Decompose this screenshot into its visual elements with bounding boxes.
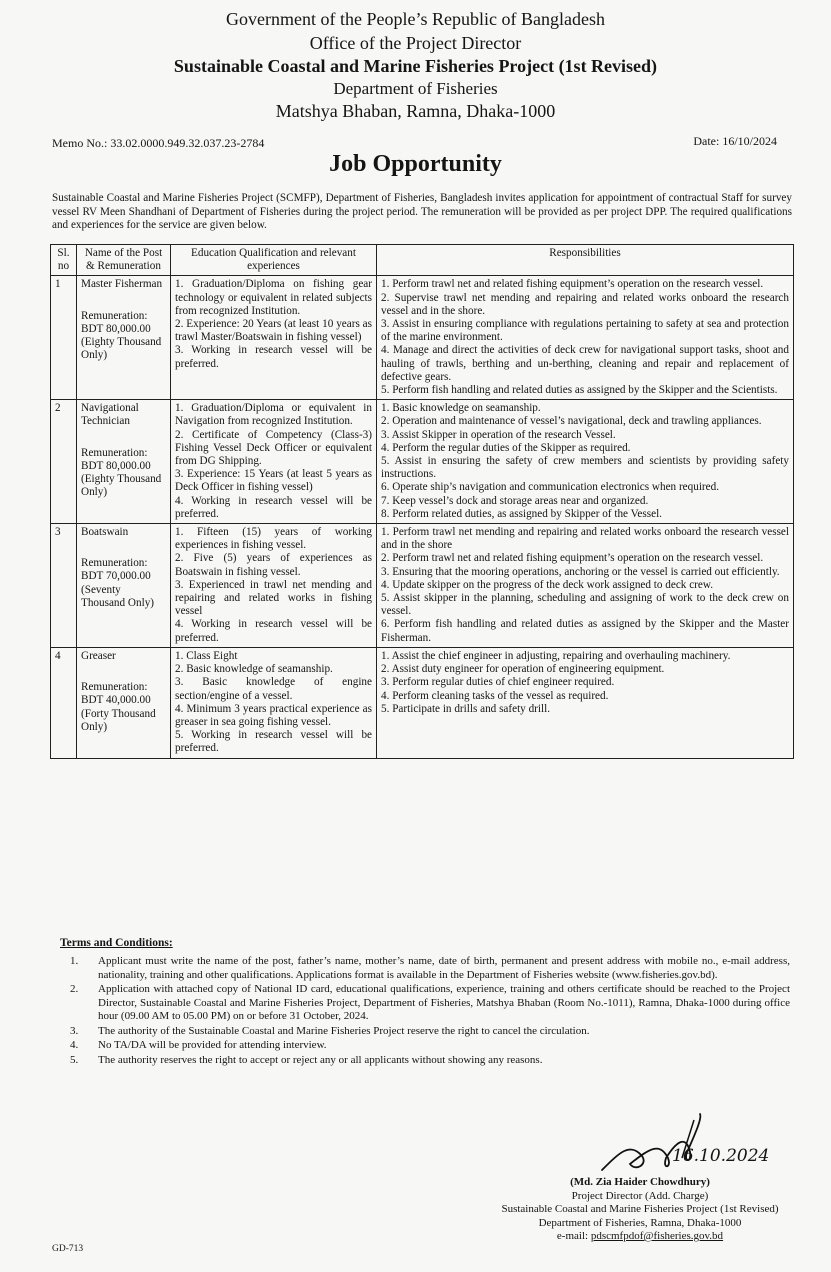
responsibility-item: 4. Perform cleaning tasks of the vessel as required.: [381, 689, 609, 702]
term-number: 5.: [70, 1053, 79, 1066]
signatory-email-line: [470, 1230, 810, 1244]
terms-list: [70, 955, 790, 1068]
education-item: 4. Working in research vessel will be preferred.: [175, 494, 372, 520]
remuneration-value: BDT 80,000.00: [81, 459, 151, 472]
remuneration-label: Remuneration:: [81, 557, 148, 570]
responsibility-item: 2. Operation and maintenance of vessel’s navigational, deck and trawling appliances.: [381, 415, 762, 428]
responsibility-item: 8. Perform related duties, as assigned by Skipper of the Vessel.: [381, 507, 662, 520]
responsibility-item: 3. Assist in ensuring compliance with regulations pertaining to safety at sea and protection of the marine environment.: [381, 318, 789, 344]
education-item: 2. Five (5) years of experiences as Boatswain in fishing vessel.: [175, 552, 372, 578]
row-responsibilities-cell: [377, 276, 794, 400]
job-table: [50, 244, 794, 759]
row-post-cell: [77, 647, 171, 758]
row-education-cell: [171, 400, 377, 524]
education-item: 1. Class Eight: [175, 649, 238, 662]
term-item: [70, 1039, 790, 1053]
row-responsibilities-cell: [377, 400, 794, 524]
signatory-department: Department of Fisheries, Ramna, Dhaka-1000: [538, 1216, 742, 1229]
intro-paragraph: Sustainable Coastal and Marine Fisheries Project (SCMFP), Department of Fisheries, Bangladesh invites application for appointment of contractual Staff for survey vessel RV Meen Shandhani of Department of Fisheries during the project period. The remuneration will be provided as per project DPP. The required qualifications and experiences for the service are given below.: [52, 192, 792, 231]
row-responsibilities-cell: [377, 524, 794, 648]
table-body: [51, 276, 794, 758]
letterhead-department: Department of Fisheries: [333, 79, 498, 98]
row-education-cell: [171, 524, 377, 648]
responsibility-item: 1. Basic knowledge on seamanship.: [381, 402, 541, 415]
responsibility-item: 2. Assist duty engineer for operation of engineering equipment.: [381, 663, 665, 676]
remuneration-value: BDT 70,000.00: [81, 570, 151, 583]
header-education: Education Qualification and relevant experiences: [171, 245, 377, 276]
education-item: 2. Basic knowledge of seamanship.: [175, 663, 333, 676]
row-sl: 3: [51, 524, 77, 648]
term-number: 3.: [70, 1024, 79, 1037]
term-item: [70, 955, 790, 982]
term-number: 4.: [70, 1039, 79, 1051]
remuneration-label: Remuneration:: [81, 681, 148, 694]
responsibility-item: 1. Perform trawl net and related fishing equipment’s operation on the research vessel.: [381, 278, 764, 291]
signature-handwritten-date: 16.10.2024: [672, 1146, 770, 1166]
responsibility-item: 2. Perform trawl net and related fishing equipment’s operation on the research vessel.: [381, 552, 764, 565]
table-row: [51, 524, 794, 648]
letterhead-address: Matshya Bhaban, Ramna, Dhaka-1000: [275, 101, 556, 121]
header-responsibilities: Responsibilities: [377, 245, 794, 276]
row-sl: 4: [51, 647, 77, 758]
responsibility-item: 5. Perform fish handling and related duties as assigned by the Skipper and the Scientists.: [381, 384, 778, 397]
form-code: GD-713: [52, 1244, 84, 1254]
responsibility-item: 5. Assist in ensuring the safety of crew members and scientists by providing safety instructions.: [381, 455, 789, 481]
table-header-row: [51, 245, 794, 276]
term-item: [70, 983, 790, 1024]
row-post-cell: [77, 524, 171, 648]
memo-date: Date: 16/10/2024: [693, 134, 777, 148]
term-number: 2.: [70, 983, 79, 995]
responsibility-item: 2. Supervise trawl net mending and repairing and related works onboard the research vessel and in the shore.: [381, 291, 789, 317]
table-row: [51, 647, 794, 758]
education-item: 4. Minimum 3 years practical experience as greaser in sea going fishing vessel.: [175, 702, 372, 728]
responsibility-item: 4. Perform the regular duties of the Skipper as required.: [381, 441, 631, 454]
term-text: No TA/DA will be provided for attending interview.: [98, 1039, 327, 1051]
responsibility-item: 7. Keep vessel’s dock and storage areas near and organized.: [381, 494, 649, 507]
signature-block: [470, 1176, 810, 1244]
header-post: Name of the Post & Remuneration: [77, 245, 171, 276]
email-label: e-mail:: [556, 1230, 589, 1242]
signatory-designation: Project Director (Add. Charge): [571, 1189, 709, 1202]
letterhead-government: Government of the People’s Republic of Bangladesh: [226, 9, 605, 29]
responsibility-item: 4. Update skipper on the progress of the deck work assigned to deck crew.: [381, 578, 714, 591]
remuneration-label: Remuneration:: [81, 446, 148, 459]
term-text: The authority reserves the right to accept or reject any or all applicants without showing any reasons.: [98, 1053, 543, 1066]
remuneration-words: (Seventy Thousand Only): [81, 583, 155, 609]
table-row: [51, 276, 794, 400]
education-item: 3. Working in research vessel will be preferred.: [175, 344, 372, 370]
education-item: 1. Graduation/Diploma or equivalent in Navigation from recognized Institution.: [175, 402, 372, 428]
row-responsibilities-cell: [377, 647, 794, 758]
responsibility-item: 4. Manage and direct the activities of deck crew for navigational support tasks, shoot and hauling of trawls, berthing and un-berthing, cleaning and repair and replacement of defective gears.: [381, 344, 789, 383]
term-number: 1.: [70, 955, 79, 967]
remuneration-value: BDT 40,000.00: [81, 694, 151, 707]
remuneration-words: (Eighty Thousand Only): [81, 473, 162, 499]
education-item: 2. Certificate of Competency (Class-3) Fishing Vessel Deck Officer or equivalent from DG Shipping.: [175, 428, 372, 468]
terms-heading: Terms and Conditions:: [60, 937, 173, 949]
education-item: 1. Graduation/Diploma on fishing gear technology or equivalent in related subjects from recognized Institution.: [175, 278, 372, 317]
responsibility-item: 3. Perform regular duties of chief engineer required.: [381, 676, 615, 689]
row-sl: 2: [51, 400, 77, 524]
responsibility-item: 1. Perform trawl net mending and repairing and related works onboard the research vessel and in the shore: [381, 526, 789, 552]
row-education-cell: [171, 276, 377, 400]
remuneration-words: (Forty Thousand Only): [81, 707, 156, 733]
term-text: Applicant must write the name of the post, father’s name, mother’s name, date of birth, permanent and present address with mobile no., e-mail address, nationality, training and other qualifications. Applications format is available in the Department of Fisheries website (www.fisheries.gov.bd).: [98, 955, 790, 981]
remuneration-label: Remuneration:: [81, 309, 148, 322]
letterhead-project: Sustainable Coastal and Marine Fisheries Project (1st Revised): [173, 56, 658, 76]
post-name: Boatswain: [81, 526, 129, 539]
education-item: 4. Working in research vessel will be preferred.: [175, 618, 372, 644]
post-name: Navigational Technician: [81, 402, 139, 428]
remuneration-words: (Eighty Thousand Only): [81, 336, 162, 362]
education-item: 3. Experienced in trawl net mending and repairing and related works in fishing vessel: [175, 578, 372, 618]
education-item: 5. Working in research vessel will be preferred.: [175, 729, 372, 755]
memo-number: Memo No.: 33.02.0000.949.32.037.23-2784: [52, 136, 265, 150]
signatory-project: Sustainable Coastal and Marine Fisheries Project (1st Revised): [501, 1203, 779, 1215]
education-item: 3. Basic knowledge of engine section/engine of a vessel.: [175, 676, 372, 702]
remuneration-value: BDT 80,000.00: [81, 322, 151, 335]
term-item: [70, 1025, 790, 1039]
row-post-cell: [77, 276, 171, 400]
education-item: 3. Experience: 15 Years (at least 5 years as Deck Officer in fishing vessel): [175, 468, 372, 494]
responsibility-item: 3. Ensuring that the mooring operations, anchoring or the vessel is carried out efficiently.: [381, 565, 780, 578]
email-link[interactable]: pdscmfpdof@fisheries.gov.bd: [590, 1230, 724, 1242]
row-post-cell: [77, 400, 171, 524]
post-name: Greaser: [81, 649, 116, 662]
education-item: 1. Fifteen (15) years of working experiences in fishing vessel.: [175, 526, 372, 552]
responsibility-item: 3. Assist Skipper in operation of the research Vessel.: [381, 428, 616, 441]
responsibility-item: 6. Operate ship’s navigation and communication electronics when required.: [381, 481, 720, 494]
table-row: [51, 400, 794, 524]
responsibility-item: 5. Assist skipper in the planning, scheduling and assigning of work to the deck crew on vessel.: [381, 592, 789, 618]
letterhead-office: Office of the Project Director: [309, 33, 522, 53]
responsibility-item: 5. Participate in drills and safety drill.: [381, 702, 551, 715]
row-education-cell: [171, 647, 377, 758]
header-sl: Sl. no: [51, 245, 77, 276]
responsibility-item: 1. Assist the chief engineer in adjusting, repairing and overhauling machinery.: [381, 649, 731, 662]
post-name: Master Fisherman: [81, 278, 163, 291]
signatory-name: (Md. Zia Haider Chowdhury): [570, 1176, 710, 1188]
term-text: The authority of the Sustainable Coastal and Marine Fisheries Project reserve the right to cancel the circulation.: [98, 1024, 590, 1037]
education-item: 2. Experience: 20 Years (at least 10 years as trawl Master/Boatswain in fishing vessel): [175, 318, 372, 344]
responsibility-item: 6. Perform fish handling and related duties as assigned by the Skipper and the Master Fisherman.: [381, 618, 789, 644]
term-text: Application with attached copy of National ID card, educational qualifications, experience, training and others certificate should be reached to the Project Director, Sustainable Coastal and Marine Fisheries Project, Department of Fisheries, Matshya Bhaban (Room No.-1011), Ramna, Dhaka-1000 during office hour (09.00 AM to 05.00 PM) on or before 31 October, 2024.: [98, 983, 790, 1022]
row-sl: 1: [51, 276, 77, 400]
term-item: [70, 1054, 790, 1068]
page-title: Job Opportunity: [329, 151, 502, 177]
